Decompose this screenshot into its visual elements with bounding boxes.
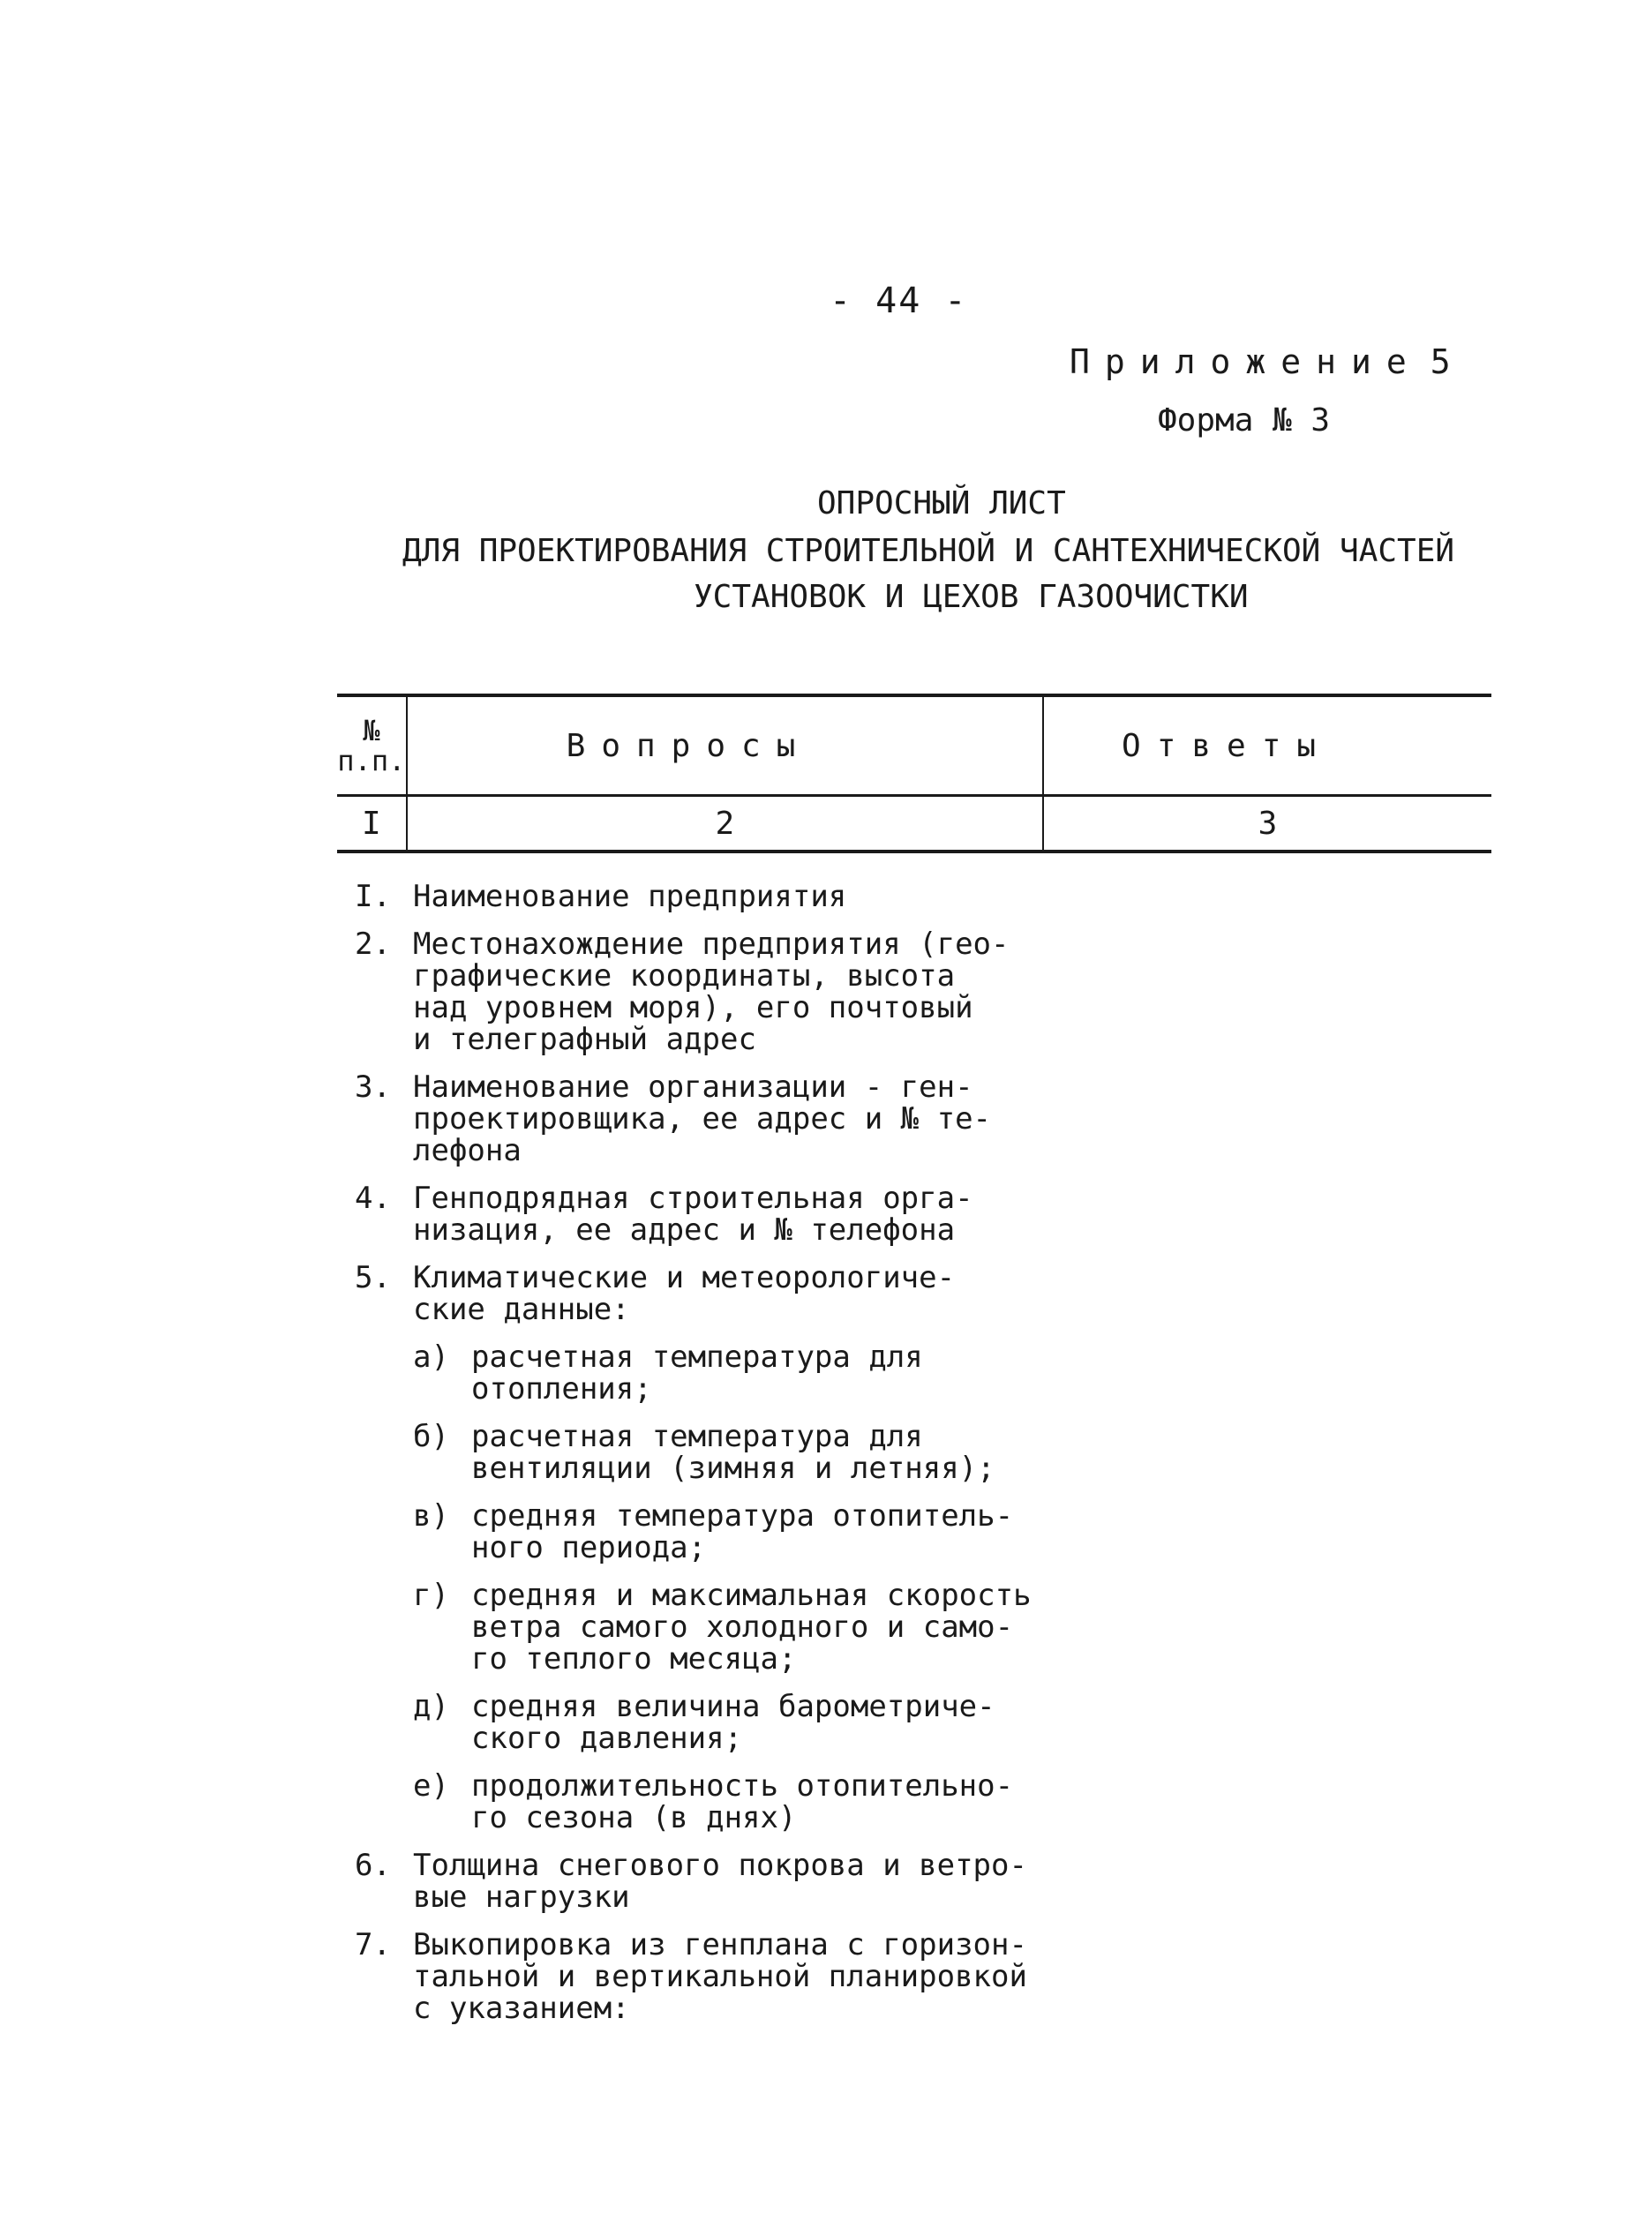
title-line-3: УСТАНОВОК И ЦЕХОВ ГАЗООЧИСТКИ [694, 579, 1249, 615]
question-number: 5. [355, 1260, 391, 1295]
subquestion-item [413, 1421, 1043, 1484]
header-answers-label: Ответы [1122, 727, 1333, 764]
table-header-row [337, 695, 1491, 796]
question-number: 7. [355, 1927, 391, 1962]
subquestion-text: средняя и максимальная скорость ветра самого холодного и само- го теплого месяца; [471, 1578, 1032, 1677]
subquestion-text: средняя температура отопитель- ного периода; [471, 1498, 1014, 1565]
title-line-1: ОПРОСНЫЙ ЛИСТ [817, 485, 1066, 521]
column-number-row [337, 796, 1491, 852]
header-questions-label: Вопросы [566, 727, 812, 764]
subquestion-item [413, 1341, 1043, 1405]
questions-list [355, 881, 1043, 2040]
question-text: Наименование организации - ген- проектировщика, ее адрес и № те- лефона [413, 1069, 992, 1168]
question-item [355, 881, 1043, 912]
question-number: 4. [355, 1181, 391, 1216]
subquestion-item [413, 1579, 1043, 1675]
questionnaire-header-table [337, 694, 1491, 853]
subquestion-letter: в) [413, 1498, 449, 1534]
appendix-label [1070, 342, 1451, 381]
subquestion-item [413, 1770, 1043, 1834]
form-number: Форма № 3 [1158, 402, 1331, 439]
question-text: Генподрядная строительная орга- низация, ее адрес и № телефона [413, 1181, 973, 1248]
question-text: Выкопировка из генплана с горизон- тальной и вертикальной планировкой с указанием: [413, 1927, 1027, 2026]
subquestion-letter: д) [413, 1689, 449, 1724]
question-number: I. [355, 879, 391, 914]
question-text: Наименование предприятия [413, 879, 847, 914]
question-item [355, 1182, 1043, 1246]
appendix-number: 5 [1430, 342, 1451, 381]
question-number: 2. [355, 927, 391, 962]
question-text: Местонахождение предприятия (гео- графические координаты, высота над уровнем моря), его почтовый и телеграфный адрес [413, 927, 1010, 1057]
title-line-2: ДЛЯ ПРОЕКТИРОВАНИЯ СТРОИТЕЛЬНОЙ И САНТЕХНИЧЕСКОЙ ЧАСТЕЙ [402, 533, 1455, 569]
subquestion-text: расчетная температура для отопления; [471, 1339, 923, 1407]
subquestion-letter: б) [413, 1419, 449, 1454]
subquestion-text: средняя величина барометриче- ского давления; [471, 1689, 995, 1756]
subquestion-text: продолжительность отопительно- го сезона (в днях) [471, 1768, 1014, 1835]
header-questions-cell [407, 695, 1043, 796]
question-item [355, 1262, 1043, 1325]
subquestion-item [413, 1691, 1043, 1754]
question-number: 3. [355, 1069, 391, 1105]
column-number-1: I [337, 796, 407, 852]
column-number-2: 2 [407, 796, 1043, 852]
subquestion-letter: е) [413, 1768, 449, 1804]
question-item [355, 1071, 1043, 1167]
appendix-text: Приложение [1070, 342, 1422, 381]
question-item [355, 1850, 1043, 1913]
question-text: Толщина снегового покрова и ветро- вые нагрузки [413, 1848, 1027, 1915]
question-item [355, 928, 1043, 1055]
question-text: Климатические и метеорологиче- ские данные: [413, 1260, 956, 1327]
subquestion-text: расчетная температура для вентиляции (зимняя и летняя); [471, 1419, 995, 1486]
column-number-3: 3 [1043, 796, 1491, 852]
subquestion-item [413, 1500, 1043, 1564]
subquestion-letter: а) [413, 1339, 449, 1375]
header-number-cell: № п.п. [337, 695, 407, 796]
header-answers-cell [1043, 695, 1491, 796]
subquestion-letter: г) [413, 1578, 449, 1613]
page-number: - 44 - [830, 281, 968, 321]
question-number: 6. [355, 1848, 391, 1883]
question-item [355, 1929, 1043, 2024]
